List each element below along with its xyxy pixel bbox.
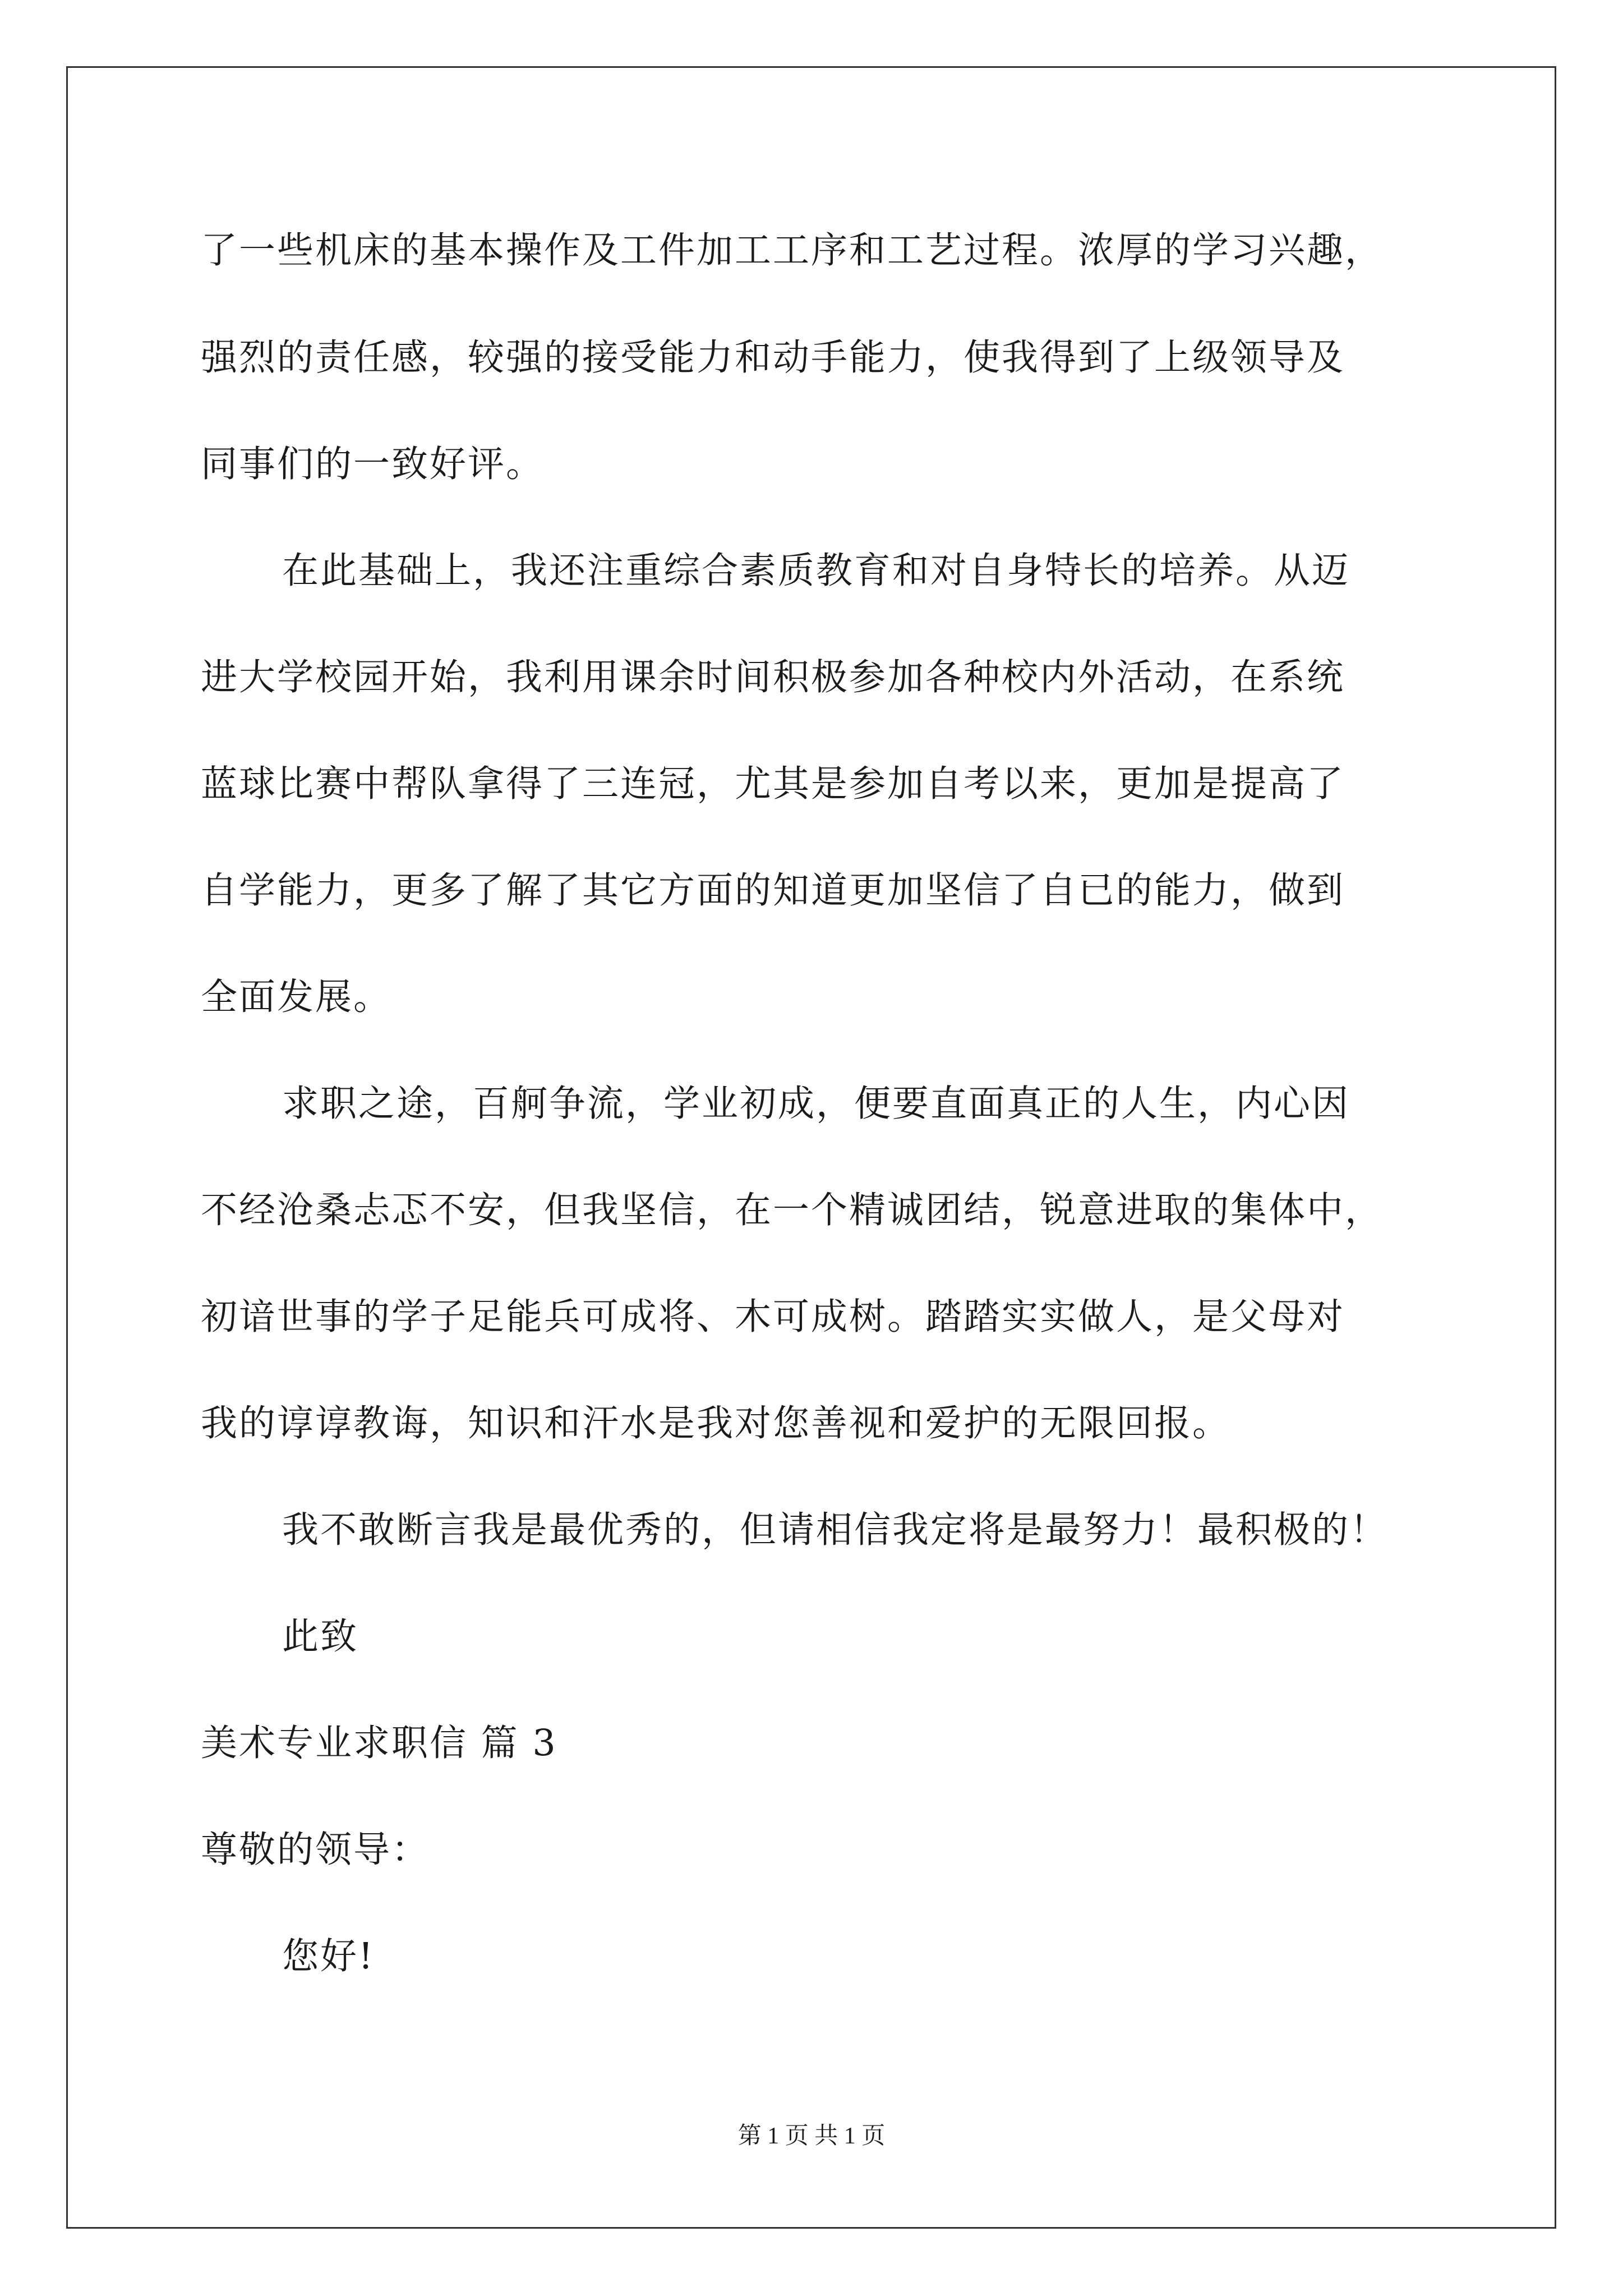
- paragraph-2-line-1: 在此基础上，我还注重综合素质教育和对自身特长的培养。从迈: [282, 550, 1350, 592]
- section-heading: 美术专业求职信 篇 3: [201, 1722, 557, 1764]
- body-line-1: 了一些机床的基本操作及工件加工工序和工艺过程。浓厚的学习兴趣，: [201, 229, 1384, 272]
- paragraph-3-line-4: 我的谆谆教诲，知识和汗水是我对您善视和爱护的无限回报。: [201, 1402, 1231, 1444]
- paragraph-3-line-3: 初谙世事的学子足能兵可成将、木可成树。踏踏实实做人，是父母对: [201, 1296, 1345, 1338]
- greeting-hello: 您好!: [282, 1935, 375, 1977]
- closing-statement: 我不敢断言我是最优秀的，但请相信我定将是最努力！最积极的！: [282, 1509, 1389, 1551]
- greeting-recipient: 尊敬的领导：: [201, 1829, 430, 1871]
- paragraph-2-line-5: 全面发展。: [201, 976, 392, 1018]
- salutation-cizhi: 此致: [282, 1616, 359, 1658]
- paragraph-2-line-4: 自学能力，更多了解了其它方面的知道更加坚信了自已的能力，做到: [201, 869, 1345, 912]
- paragraph-2-line-2: 进大学校园开始，我利用课余时间积极参加各种校内外活动，在系统: [201, 656, 1345, 698]
- paragraph-2-line-3: 蓝球比赛中帮队拿得了三连冠，尤其是参加自考以来，更加是提高了: [201, 763, 1345, 805]
- page-number-footer: 第 1 页 共 1 页: [737, 2123, 886, 2149]
- body-line-3: 同事们的一致好评。: [201, 443, 545, 485]
- page-border: [66, 66, 1556, 2229]
- paragraph-3-line-1: 求职之途，百舸争流，学业初成，便要直面真正的人生，内心因: [282, 1083, 1350, 1125]
- paragraph-3-line-2: 不经沧桑忐忑不安，但我坚信，在一个精诚团结，锐意进取的集体中，: [201, 1189, 1384, 1231]
- body-line-2: 强烈的责任感，较强的接受能力和动手能力，使我得到了上级领导及: [201, 337, 1345, 379]
